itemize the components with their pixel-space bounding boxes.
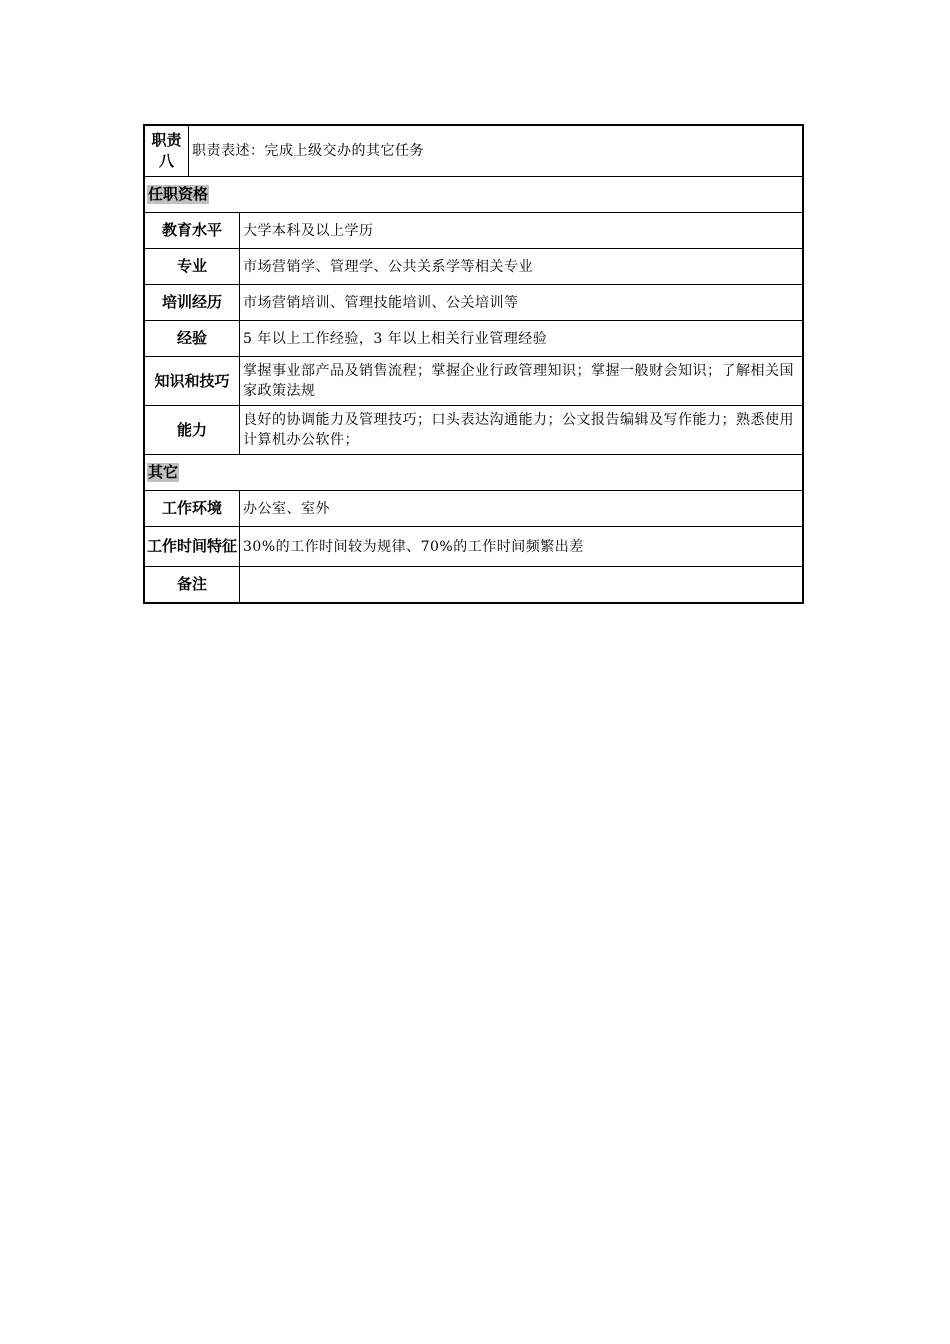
row-value: 掌握事业部产品及销售流程；掌握企业行政管理知识；掌握一般财会知识；了解相关国家政策法规 (243, 363, 794, 399)
table-row (145, 490, 802, 526)
table-row (145, 248, 802, 284)
row-label: 教育水平 (145, 213, 240, 248)
section-qualification-label: 任职资格 (148, 185, 209, 203)
table-row (145, 405, 802, 454)
row-value (240, 567, 802, 602)
row-label: 知识和技巧 (145, 357, 240, 405)
table-row (145, 212, 802, 248)
table-row (145, 356, 802, 405)
section-other-title (145, 455, 179, 490)
table-row (145, 320, 802, 356)
row-label: 备注 (145, 567, 240, 602)
row-value: 市场营销学、管理学、公共关系学等相关专业 (243, 258, 533, 275)
row-label: 经验 (145, 321, 240, 356)
row-label: 能力 (145, 406, 240, 454)
row-value: 良好的协调能力及管理技巧；口头表达沟通能力；公文报告编辑及写作能力；熟悉使用计算机办公软件； (243, 412, 794, 448)
section-other-row (145, 454, 802, 490)
duty-row (145, 126, 802, 176)
table-row (145, 284, 802, 320)
row-label: 培训经历 (145, 285, 240, 320)
section-qualification-title (145, 177, 209, 212)
duty-label: 职责八 (145, 126, 189, 176)
row-value: 市场营销培训、管理技能培训、公关培训等 (243, 294, 519, 311)
section-other-label: 其它 (148, 463, 179, 481)
duty-description: 职责表述：完成上级交办的其它任务 (192, 143, 424, 159)
row-value: 大学本科及以上学历 (243, 222, 374, 239)
row-value: 办公室、室外 (243, 500, 330, 517)
row-label: 工作环境 (145, 491, 240, 526)
row-label: 工作时间特征 (145, 527, 240, 566)
table-row (145, 526, 802, 566)
table-row (145, 566, 802, 602)
row-value: 30%的工作时间较为规律、70%的工作时间频繁出差 (243, 538, 584, 555)
job-description-table (143, 124, 804, 604)
row-value: 5 年以上工作经验，3 年以上相关行业管理经验 (243, 330, 548, 347)
row-label: 专业 (145, 249, 240, 284)
section-qualification-row (145, 176, 802, 212)
